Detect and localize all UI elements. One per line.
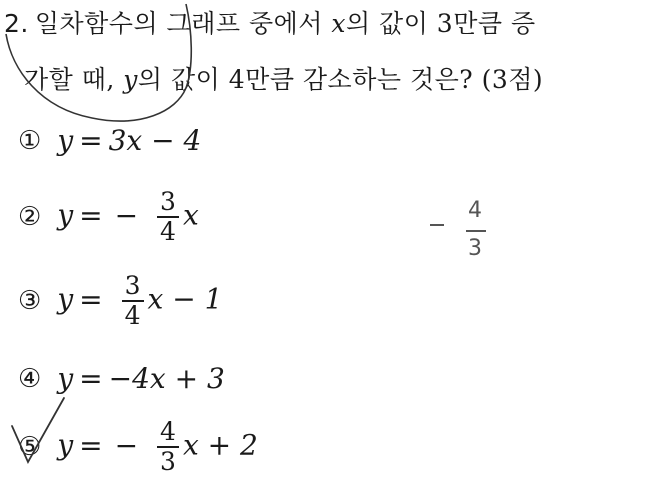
option-5-sign: −: [114, 428, 139, 462]
option-4-equals: =: [79, 362, 103, 395]
option-1-lhs: y: [57, 124, 74, 157]
option-1-rhs: 3x − 4: [108, 124, 202, 157]
handwritten-numerator: 4: [468, 198, 482, 223]
question-number: 2.: [4, 9, 29, 38]
handwritten-denominator: 3: [468, 236, 482, 261]
option-2-after: x: [182, 198, 199, 232]
circle-annotation: [6, 4, 191, 121]
option-5-denominator: 3: [160, 447, 176, 476]
checkmark-icon: [12, 398, 64, 462]
option-2-sign: −: [114, 198, 139, 232]
option-3-equals: =: [79, 282, 103, 316]
question-line-2: 가할 때, 𝑦의 값이 4만큼 감소하는 것은? (3점): [24, 65, 544, 94]
question-text-1: 일차함수의 그래프 중에서 𝑥의 값이 3만큼 증: [34, 9, 536, 38]
option-5-marker: ⑤: [18, 432, 42, 462]
option-3-numerator: 3: [124, 271, 141, 300]
option-1-equals: =: [79, 124, 103, 157]
option-4-marker: ④: [18, 363, 42, 394]
option-5-after: x + 2: [182, 428, 258, 462]
option-5-lhs: y: [57, 428, 74, 462]
option-5-numerator: 4: [160, 417, 176, 446]
option-2-equals: =: [79, 198, 103, 232]
option-2-marker: ②: [18, 202, 42, 232]
option-4-lhs: y: [57, 362, 74, 395]
option-3-marker: ③: [18, 286, 42, 316]
option-5-equals: =: [79, 428, 103, 462]
option-3-denominator: 4: [124, 301, 141, 330]
option-3-after: x − 1: [147, 282, 223, 316]
option-2-numerator: 3: [160, 187, 176, 216]
option-4-rhs: −4x + 3: [108, 362, 225, 395]
option-1-marker: ①: [18, 125, 42, 156]
option-2-lhs: y: [57, 198, 74, 232]
option-2-denominator: 4: [160, 217, 176, 246]
option-3-lhs: y: [57, 282, 74, 316]
